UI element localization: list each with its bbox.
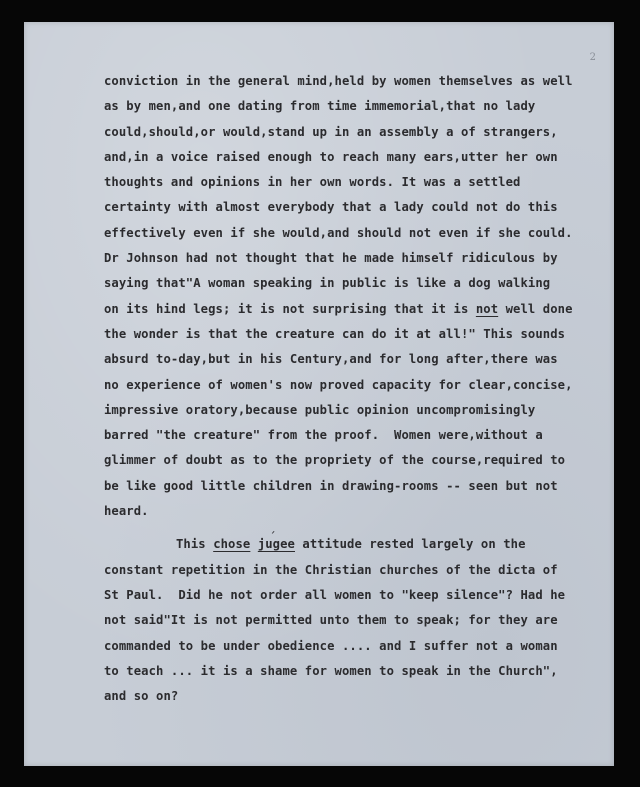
text-line: barred "the creature" from the proof. Women were,without a bbox=[104, 428, 543, 443]
underlined-word: not bbox=[475, 301, 499, 316]
text-span: well done bbox=[498, 301, 573, 316]
text-line: be like good little children in drawing-rooms -- seen but not bbox=[104, 478, 558, 493]
underlined-phrase-accented: ´ jugee bbox=[258, 537, 295, 551]
text-line: and,in a voice raised enough to reach many ears,utter her own bbox=[104, 149, 558, 164]
text-line-with-underline bbox=[104, 297, 584, 322]
text-span: attitude rested largely on the bbox=[295, 537, 526, 552]
text-line: impressive oratory,because public opinion uncompromisingly bbox=[104, 402, 536, 417]
text-line: could,should,or would,stand up in an assembly a of strangers, bbox=[104, 124, 558, 139]
text-line: no experience of women's now proved capacity for clear,concise, bbox=[104, 377, 573, 392]
text-span: This bbox=[176, 537, 214, 552]
text-line: effectively even if she would,and should not even if she could. bbox=[104, 225, 573, 240]
text-line: not said"It is not permitted unto them to speak; for they are bbox=[104, 613, 558, 628]
text-line: to teach ... it is a shame for women to speak in the Church", bbox=[104, 663, 558, 678]
text-line: heard. bbox=[104, 504, 149, 519]
text-line: St Paul. Did he not order all women to "keep silence"? Had he bbox=[104, 587, 566, 602]
text-span bbox=[250, 537, 257, 551]
text-line: as by men,and one dating from time immemorial,that no lady bbox=[104, 99, 536, 114]
paragraph-gap bbox=[104, 524, 584, 532]
text-line: and so on? bbox=[104, 689, 179, 704]
text-line: saying that"A woman speaking in public is like a dog walking bbox=[104, 276, 551, 291]
paragraph-first-line bbox=[104, 532, 584, 557]
text-span: on its hind legs; it is not surprising that it is bbox=[104, 301, 476, 316]
underlined-phrase: chose bbox=[213, 537, 251, 552]
text-line: the wonder is that the creature can do it at all!" This sounds bbox=[104, 326, 566, 341]
text-line: commanded to be under obedience .... and I suffer not a woman bbox=[104, 638, 558, 653]
text-line: absurd to-day,but in his Century,and for long after,there was bbox=[104, 352, 558, 367]
text-line: certainty with almost everybody that a lady could not do this bbox=[104, 200, 558, 215]
typed-page bbox=[24, 22, 614, 766]
text-line: glimmer of doubt as to the propriety of the course,required to bbox=[104, 453, 566, 468]
text-line: thoughts and opinions in her own words. It was a settled bbox=[104, 175, 521, 190]
page-number-mark: 2 bbox=[589, 52, 596, 63]
typed-text-body bbox=[104, 69, 584, 709]
text-line: Dr Johnson had not thought that he made himself ridiculous by bbox=[104, 251, 558, 266]
text-line: conviction in the general mind,held by women themselves as well bbox=[104, 74, 573, 88]
text-line: constant repetition in the Christian churches of the dicta of bbox=[104, 562, 558, 577]
